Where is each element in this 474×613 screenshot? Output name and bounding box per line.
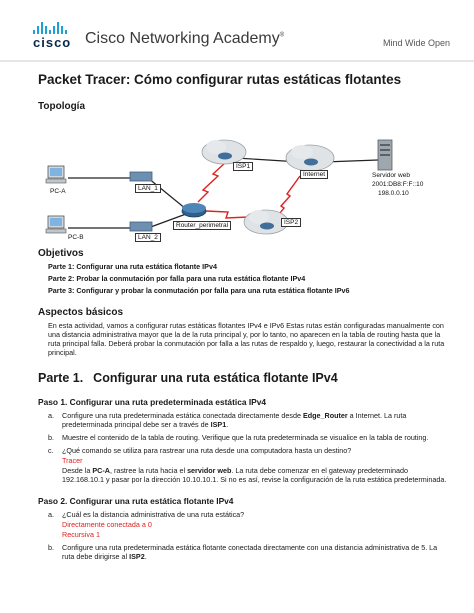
part1-number: Parte 1. (38, 371, 84, 385)
isp2-label: ISP2 (281, 218, 301, 227)
server-ipv6-label: 2001:DB8:F:F::10 (372, 181, 424, 188)
part1-heading (38, 371, 450, 385)
topology-heading: Topología (38, 101, 86, 112)
part1-title: Configurar una ruta estática flotante IPv4 (93, 371, 338, 385)
lan2-label: LAN_2 (135, 233, 161, 242)
topology-diagram (38, 114, 450, 242)
step2-heading: Paso 2. Configurar una ruta estática flotante IPv4 (38, 496, 234, 506)
step2-item-b: b. Configure una ruta predeterminada estática flotante conectada directamente con una distancia administrativa de 5. La ruta debe dirigirse al ISP2. (48, 543, 438, 561)
server-ipv4-label: 198.0.0.10 (378, 190, 409, 197)
pc-b-label: PC-B (68, 234, 84, 241)
objective-item: Parte 1: Configurar una ruta estática flotante IPv4 (48, 262, 217, 271)
step1-item-a: a. Configure una ruta predeterminada estática conectada directamente desde Edge_Router a Internet. La ruta predeterminada principal debe ser a través de ISP1. (48, 411, 407, 429)
objectives-heading: Objetivos (38, 248, 84, 259)
step1-heading: Paso 1. Configurar una ruta predeterminada estática IPv4 (38, 397, 267, 407)
background-paragraph: En esta actividad, vamos a configurar rutas estáticas flotantes IPv4 e IPv6 Estas rutas están configuradas manualmente con una distancia administrativa mayor que la de la ruta principal y, por lo tanto, no aparecen en la tabla de routing hasta que la ruta principal falla. Deberá probar la conmutación por falla a las rutas de respaldo y, luego, restaurar la conectividad a la ruta principal. (48, 321, 445, 357)
step1-c-followup: Desde la PC-A, rastree la ruta hacia el servidor web. La ruta debe comenzar en el gateway predeterminado 192.168.10.1 y pasar por la dirección 10.10.10.1. Si no es así, revise la configuración de la ruta estática predeterminada. (62, 466, 447, 484)
internet-label: Internet (300, 170, 328, 179)
content (38, 72, 450, 561)
isp1-label: ISP1 (233, 162, 253, 171)
step1-item-c: c. ¿Qué comando se utiliza para rastrear una ruta desde una computadora hasta un destino? (48, 446, 352, 455)
step2-a-answer-2: Recursiva 1 (62, 530, 100, 539)
step2-a-answer-1: Directamente conectada a 0 (62, 520, 152, 529)
cisco-bars-icon (33, 22, 71, 34)
cisco-wordmark: cisco (33, 35, 72, 50)
lan1-label: LAN_1 (135, 184, 161, 193)
step1-c-answer: Tracer (62, 456, 83, 465)
objective-item: Parte 3: Configurar y probar la conmutación por falla para una ruta estática flotante IPv6 (48, 286, 350, 295)
background-heading: Aspectos básicos (38, 307, 124, 318)
objective-item: Parte 2: Probar la conmutación por falla para una ruta estática flotante IPv4 (48, 274, 306, 283)
academy-title: Cisco Networking Academy® (85, 30, 285, 47)
step1-item-b: b. Muestre el contenido de la tabla de routing. Verifique que la ruta predeterminada se visualice en la tabla de routing. (48, 433, 429, 442)
step2-item-a: a. ¿Cuál es la distancia administrativa de una ruta estática? (48, 510, 245, 519)
document-title: Packet Tracer: Cómo configurar rutas estáticas flotantes (38, 72, 402, 87)
header (0, 0, 474, 62)
cisco-logo (33, 22, 71, 50)
pc-a-label: PC-A (50, 188, 66, 195)
header-divider (0, 60, 474, 62)
tagline: Mind Wide Open (382, 38, 450, 48)
server-label: Servidor web (372, 172, 410, 179)
router-label: Router_perimetral (173, 221, 231, 230)
